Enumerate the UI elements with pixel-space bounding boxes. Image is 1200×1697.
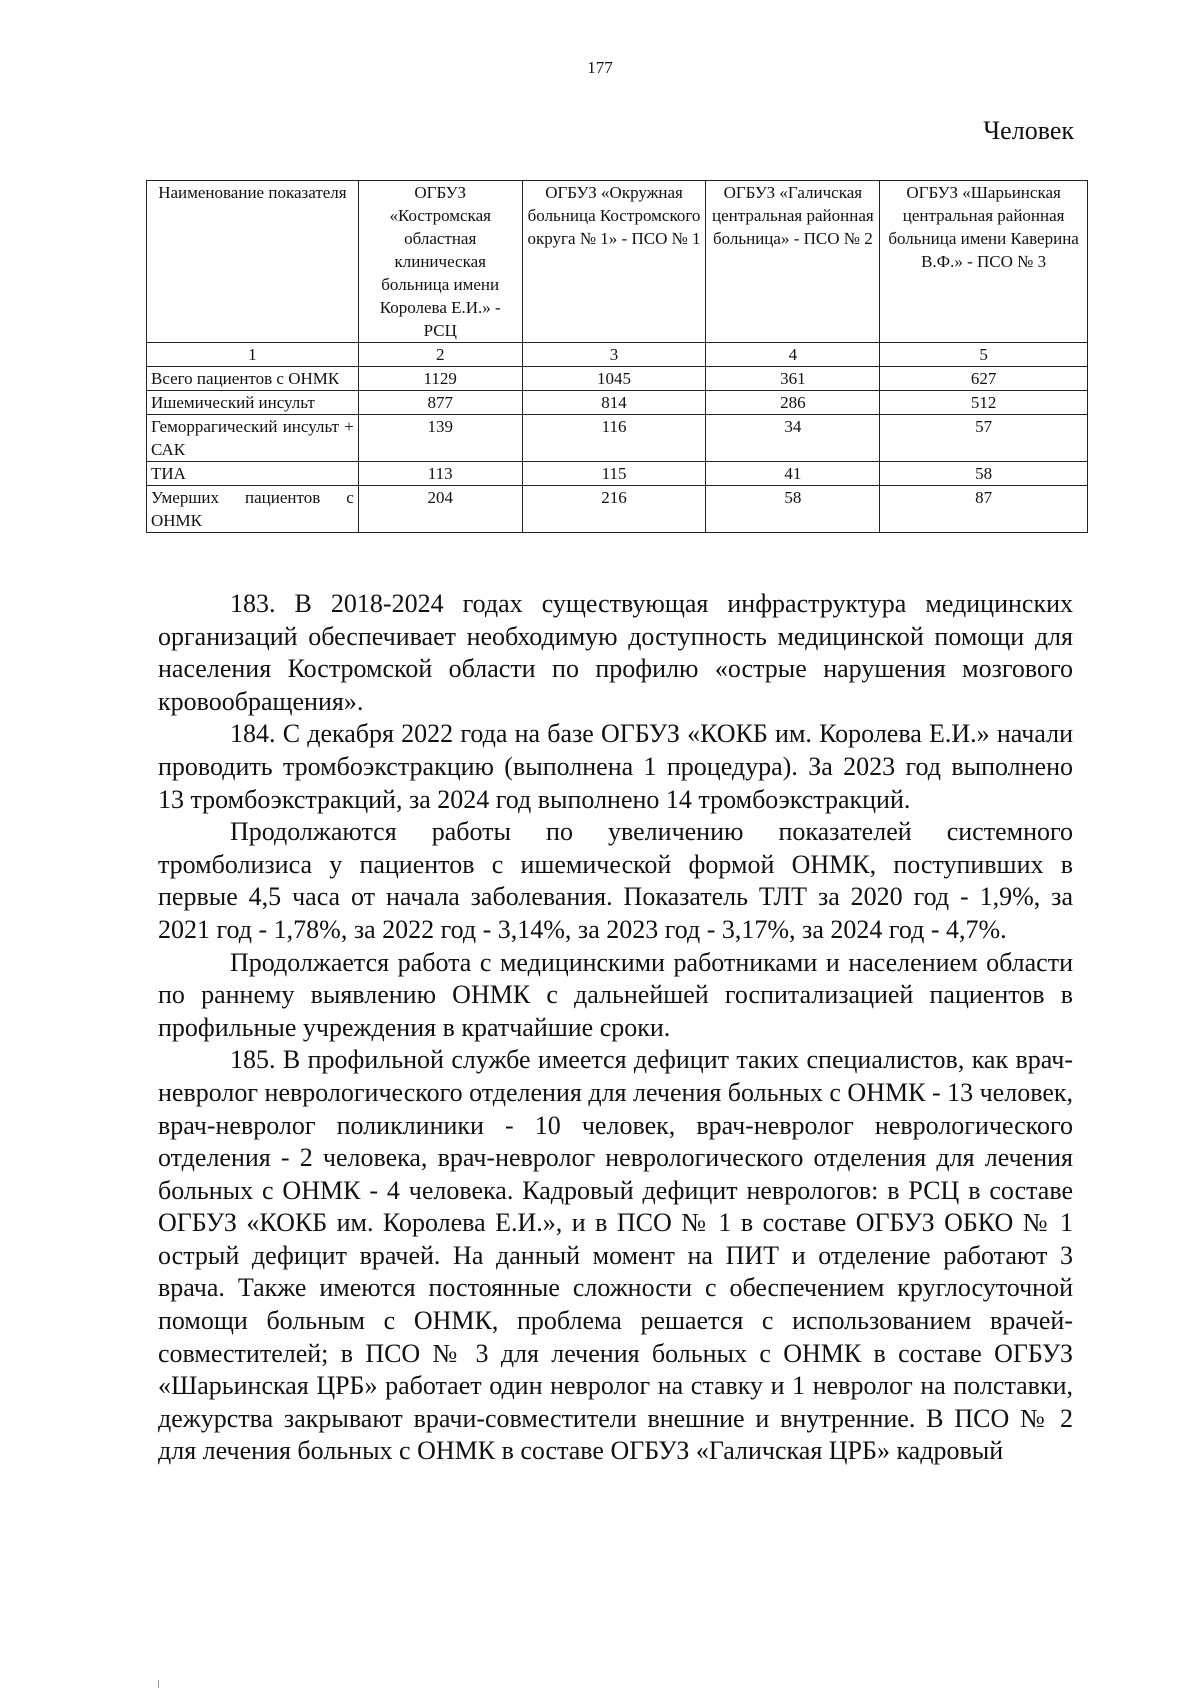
table-cell: 87 [880, 486, 1088, 533]
table-cell: 58 [880, 462, 1088, 486]
header-cell-rsc: ОГБУЗ «Костромская областная клиническая больница имени Королева Е.И.» - РСЦ [358, 181, 522, 343]
paragraph-185: 185. В профильной службе имеется дефицит таких специалистов, как врач-невролог неврологического отделения для лечения больных с ОНМК - 13 человек, врач-невролог поликлиники - 10 человек, врач-невролог неврологического отделения - 2 человека, врач-невролог неврологического отделения для лечения больных с ОНМК - 4 человека. Кадровый дефицит неврологов: в РСЦ в составе ОГБУЗ «КОКБ им. Королева Е.И.», и в ПСО № 1 в составе ОГБУЗ ОБКО № 1 острый дефицит врачей. На данный момент на ПИТ и отделение работают 3 врача. Также имеются постоянные сложности с обеспечением круглосуточной помощи больным с ОНМК, проблема решается с использованием врачей-совместителей; в ПСО № 3 для лечения больных с ОНМК в составе ОГБУЗ «Шарьинская ЦРБ» работает один невролог на ставку и 1 невролог на полставки, дежурства закрывают врачи-совместители внешние и внутренние. В ПСО № 2 для лечения больных с ОНМК в составе ОГБУЗ «Галичская ЦРБ» кадровый [158, 1045, 1073, 1466]
table-cell: 139 [358, 415, 522, 462]
column-number: 4 [706, 343, 880, 367]
table-cell: 113 [358, 462, 522, 486]
table-row [147, 391, 1088, 415]
header-cell-pso3: ОГБУЗ «Шарьинская центральная районная больница имени Каверина В.Ф.» - ПСО № 3 [880, 181, 1088, 343]
header-cell-indicator: Наименование показателя [147, 181, 359, 343]
body-text [158, 588, 1073, 1468]
table-cell: 216 [522, 486, 706, 533]
table-cell: 814 [522, 391, 706, 415]
table-cell: 41 [706, 462, 880, 486]
page-number: 177 [587, 58, 613, 77]
row-label: Всего пациентов с ОНМК [147, 367, 359, 391]
table-cell: 627 [880, 367, 1088, 391]
row-label: Умерших пациентов с ОНМК [147, 486, 359, 533]
unit-label: Человек [983, 116, 1074, 145]
stroke-statistics-table [146, 180, 1088, 533]
table-cell: 512 [880, 391, 1088, 415]
header-cell-pso2: ОГБУЗ «Галичская центральная районная больница» - ПСО № 2 [706, 181, 880, 343]
row-label: ТИА [147, 462, 359, 486]
paragraph-tlt: Продолжаются работы по увеличению показателей системного тромболизиса у пациентов с ишемической формой ОНМК, поступивших в первые 4,5 часа от начала заболевания. Показатель ТЛТ за 2020 год - 1,9%, за 2021 год - 1,78%, за 2022 год - 3,14%, за 2023 год - 3,17%, за 2024 год - 4,7%. [158, 817, 1073, 944]
table-cell: 1045 [522, 367, 706, 391]
paragraph-184: 184. С декабря 2022 года на базе ОГБУЗ «КОКБ им. Королева Е.И.» начали проводить тромбоэкстракцию (выполнена 1 процедура). За 2023 год выполнено 13 тромбоэкстракций, за 2024 год выполнено 14 тромбоэкстракций. [158, 719, 1073, 814]
table-cell: 58 [706, 486, 880, 533]
table-cell: 286 [706, 391, 880, 415]
paragraph-183: 183. В 2018-2024 годах существующая инфраструктура медицинских организаций обеспечивает необходимую доступность медицинской помощи для населения Костромской области по профилю «острые нарушения мозгового кровообращения». [158, 589, 1073, 716]
table-cell: 877 [358, 391, 522, 415]
column-number-row [147, 343, 1088, 367]
header-cell-pso1: ОГБУЗ «Окружная больница Костромского округа № 1» - ПСО № 1 [522, 181, 706, 343]
column-number: 3 [522, 343, 706, 367]
table-cell: 204 [358, 486, 522, 533]
table-row [147, 415, 1088, 462]
table-cell: 115 [522, 462, 706, 486]
row-label: Геморрагический инсульт + САК [147, 415, 359, 462]
column-number: 5 [880, 343, 1088, 367]
table-header-row [147, 181, 1088, 343]
table-cell: 57 [880, 415, 1088, 462]
table-row [147, 486, 1088, 533]
scan-mark [158, 1680, 159, 1688]
table-row [147, 462, 1088, 486]
table-cell: 34 [706, 415, 880, 462]
table-cell: 1129 [358, 367, 522, 391]
row-label: Ишемический инсульт [147, 391, 359, 415]
table-cell: 116 [522, 415, 706, 462]
table-row [147, 367, 1088, 391]
table-cell: 361 [706, 367, 880, 391]
paragraph-population-work: Продолжается работа с медицинскими работниками и населением области по раннему выявлению ОНМК с дальнейшей госпитализацией пациентов в профильные учреждения в кратчайшие сроки. [158, 947, 1073, 1042]
column-number: 1 [147, 343, 359, 367]
column-number: 2 [358, 343, 522, 367]
